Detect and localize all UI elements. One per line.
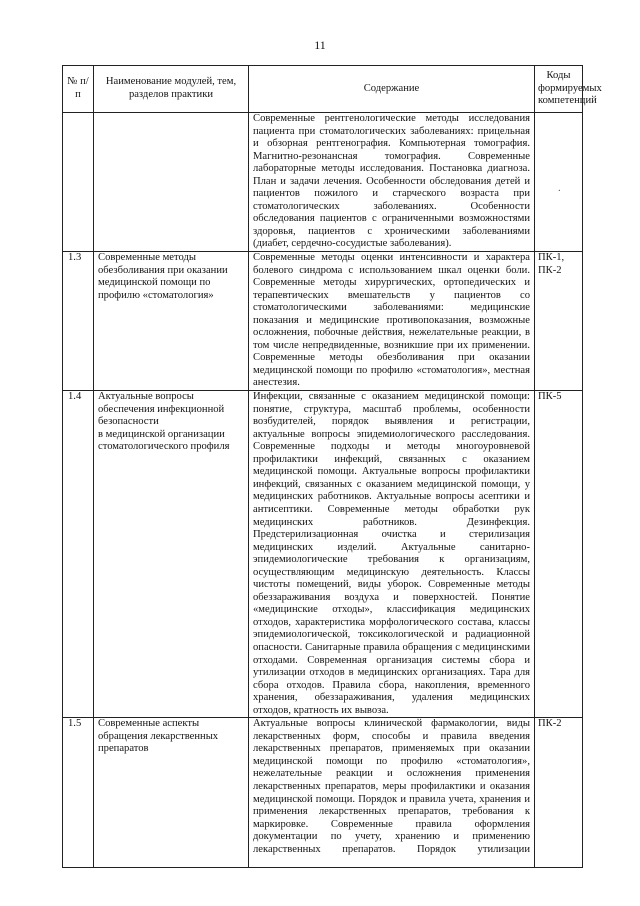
content-line: Предстерилизационная очистка и стерилизация <box>253 529 530 541</box>
content-line: медицинской помощи. Актуальные вопросы профилактики <box>253 466 530 478</box>
content-line: обеззараживания воздуха и поверхностей. Понятие <box>253 591 530 603</box>
content-line: эпидемиологической, токсикологической и радиационной <box>253 629 530 641</box>
content-line: Инфекции, связанные с оказанием медицинской помощи: <box>253 391 530 403</box>
competency-codes <box>535 391 583 718</box>
module-name-line: профилю «стоматология» <box>98 289 214 301</box>
content-line: Современные методы хирургических, ортопедических и <box>253 277 530 289</box>
content-line: (диабет, сердечно-сосудистые заболевания). <box>253 238 452 250</box>
module-name-line: безопасности <box>98 416 159 428</box>
content-line: применения лекарственных препаратов, требования к <box>253 806 530 818</box>
competency-codes-text: ПК-1, ПК-2 <box>538 252 565 276</box>
module-name-line: обезболивания при оказании <box>98 264 228 276</box>
row-number: 1.4 <box>63 391 94 718</box>
content-line: маркировке. Современные правила оформления <box>253 818 530 830</box>
content-line: отходов, кратность их вывоза. <box>253 704 389 716</box>
content-line: лекарственных препаратов. Порядок утилизации <box>253 843 530 855</box>
content-line: медицинских работников. Дезинфекция. <box>253 516 530 528</box>
content-line: антисептики. Современные методы обработки рук <box>253 503 530 515</box>
content-line: Магнитно-резонансная томография. Современные <box>253 150 530 162</box>
header-num: № п/п <box>63 66 94 113</box>
content-line: медицинской помощи по профилю «стоматология», местная <box>253 364 530 376</box>
content-line: стоматологическими заболеваниями: медицинские <box>253 302 530 314</box>
content-line: актуальные вопросы эпидемиологического расследования. <box>253 428 530 440</box>
content-line: сбора отходов. Правила сбора, накопления, временного <box>253 679 530 691</box>
content-line: терапевтических вмешательств у пациентов со <box>253 289 530 301</box>
content-line: анестезия. <box>253 377 300 389</box>
content-line: том числе непредвиденные, возникшие при их применении. <box>253 339 530 351</box>
module-name-line: стоматологического профиля <box>98 441 230 453</box>
content-line: осуществляющим медицинскую деятельность. Классы <box>253 566 530 578</box>
practice-modules-table <box>62 65 602 868</box>
content-line: эпидемиологические требования к организациям, <box>253 554 530 566</box>
content-line: показания и медицинские противопоказания, возможные <box>253 314 530 326</box>
module-name-line: Современные методы <box>98 252 196 264</box>
competency-codes-text: ПК-2 <box>538 718 562 730</box>
row-number: 1.5 <box>63 718 94 868</box>
content-line: инфекций, связанных с оказанием медицинской помощи, у <box>253 478 530 490</box>
content-line: и обзорная рентгенография. Компьютерная томография. <box>253 138 530 150</box>
content-line: лекарственных препаратов, применяемых при оказании <box>253 743 530 755</box>
content-line: Современные рентгенологические методы исследования <box>253 113 530 124</box>
module-name-line: обращения лекарственных <box>98 730 219 742</box>
module-name <box>94 391 249 718</box>
module-name-line: медицинской помощи по <box>98 277 211 289</box>
row-number: 1.3 <box>63 252 94 391</box>
page-number: 11 <box>314 38 326 52</box>
content-line: здоровья, пациентов с хроническими заболеваниями <box>253 225 530 237</box>
content-line: Современные подходы и методы многоуровневой <box>253 441 530 453</box>
competency-codes <box>535 252 583 391</box>
content-line: документации по учету, хранению и применению <box>253 831 530 843</box>
content-line: болевого синдрома с использованием шкал оценки боли. <box>253 264 530 276</box>
table-row <box>63 718 583 868</box>
competency-codes-text: . <box>558 183 561 194</box>
content-text <box>249 718 535 868</box>
content-line: стоматологических заболеваниях. Особенности <box>253 200 530 212</box>
content-line: нежелательные реакции и осложнения применения <box>253 768 530 780</box>
table-header-row <box>63 66 583 113</box>
content-text <box>249 113 535 252</box>
module-name <box>94 113 249 252</box>
row-number <box>63 113 94 252</box>
content-line: возбудителей, порядок выявления и регистрации, <box>253 416 530 428</box>
module-name <box>94 252 249 391</box>
module-name-line: обеспечения инфекционной <box>98 403 225 415</box>
content-line: Актуальные вопросы клинической фармакологии, виды <box>253 718 530 730</box>
module-name <box>94 718 249 868</box>
competency-codes-text: ПК-5 <box>538 391 562 403</box>
competency-codes <box>535 718 583 868</box>
table-row <box>63 391 583 718</box>
content-line: лекарственных препаратов, меры профилактики и оказания <box>253 780 530 792</box>
content-line: опасности. Санитарные правила обращения с медицинскими <box>253 641 530 653</box>
content-line: медицинских работников. Актуальные вопросы асептики и <box>253 491 530 503</box>
header-codes: Коды формируемых компетенций <box>535 66 583 113</box>
content-line: лекарственных форм, способы и правила введения <box>253 730 530 742</box>
content-text <box>249 252 535 391</box>
content-line: медицинской помощи. Порядок и правила учета, хранения и <box>253 793 530 805</box>
module-name-line: препаратов <box>98 743 149 755</box>
content-line: пациентов пожилого и старческого возраста при <box>253 188 530 200</box>
table-row <box>63 113 583 252</box>
competency-codes <box>535 113 583 252</box>
content-line: отходами. Современная организация системы сбора и <box>253 654 530 666</box>
content-line: утилизации отходов в медицинских организациях. Тара для <box>253 667 530 679</box>
module-name-line: Современные аспекты <box>98 718 200 730</box>
content-line: медицинской помощи по профилю «стоматология», <box>253 755 530 767</box>
content-line: Современные методы оценки интенсивности и характера <box>253 252 530 264</box>
content-line: понятие, структура, масштаб проблемы, особенности <box>253 403 530 415</box>
content-line: обследования пациентов с ограниченными возможностями <box>253 213 530 225</box>
content-line: «медицинские отходы», классификация медицинских <box>253 604 530 616</box>
content-line: План и задачи лечения. Особенности обследования детей и <box>253 175 530 187</box>
content-line: чистоты помещений, виды уборок. Современные методы <box>253 579 530 591</box>
content-line: профилактики инфекций, связанных с оказанием <box>253 453 530 465</box>
content-line: медицинских изделий. Актуальные санитарно- <box>253 541 530 553</box>
content-line: хранения, обеззараживания, удаления медицинских <box>253 692 530 704</box>
table-row <box>63 252 583 391</box>
module-name-line: в медицинской организации <box>98 428 225 440</box>
content-line: лабораторные методы исследования. Постановка диагноза. <box>253 163 530 175</box>
content-line: отходов, характеристика морфологического состава, классы <box>253 616 530 628</box>
content-text <box>249 391 535 718</box>
module-name-line: Актуальные вопросы <box>98 391 194 403</box>
header-module: Наименование модулей, тем, разделов практики <box>94 66 249 113</box>
content-line: пациента при стоматологических заболеваниях: прицельная <box>253 125 530 137</box>
content-line: Современные методы обезболивания при оказании <box>253 352 530 364</box>
content-line: осложнения, побочные действия, нежелательные реакции, в <box>253 327 530 339</box>
header-content: Содержание <box>249 66 535 113</box>
